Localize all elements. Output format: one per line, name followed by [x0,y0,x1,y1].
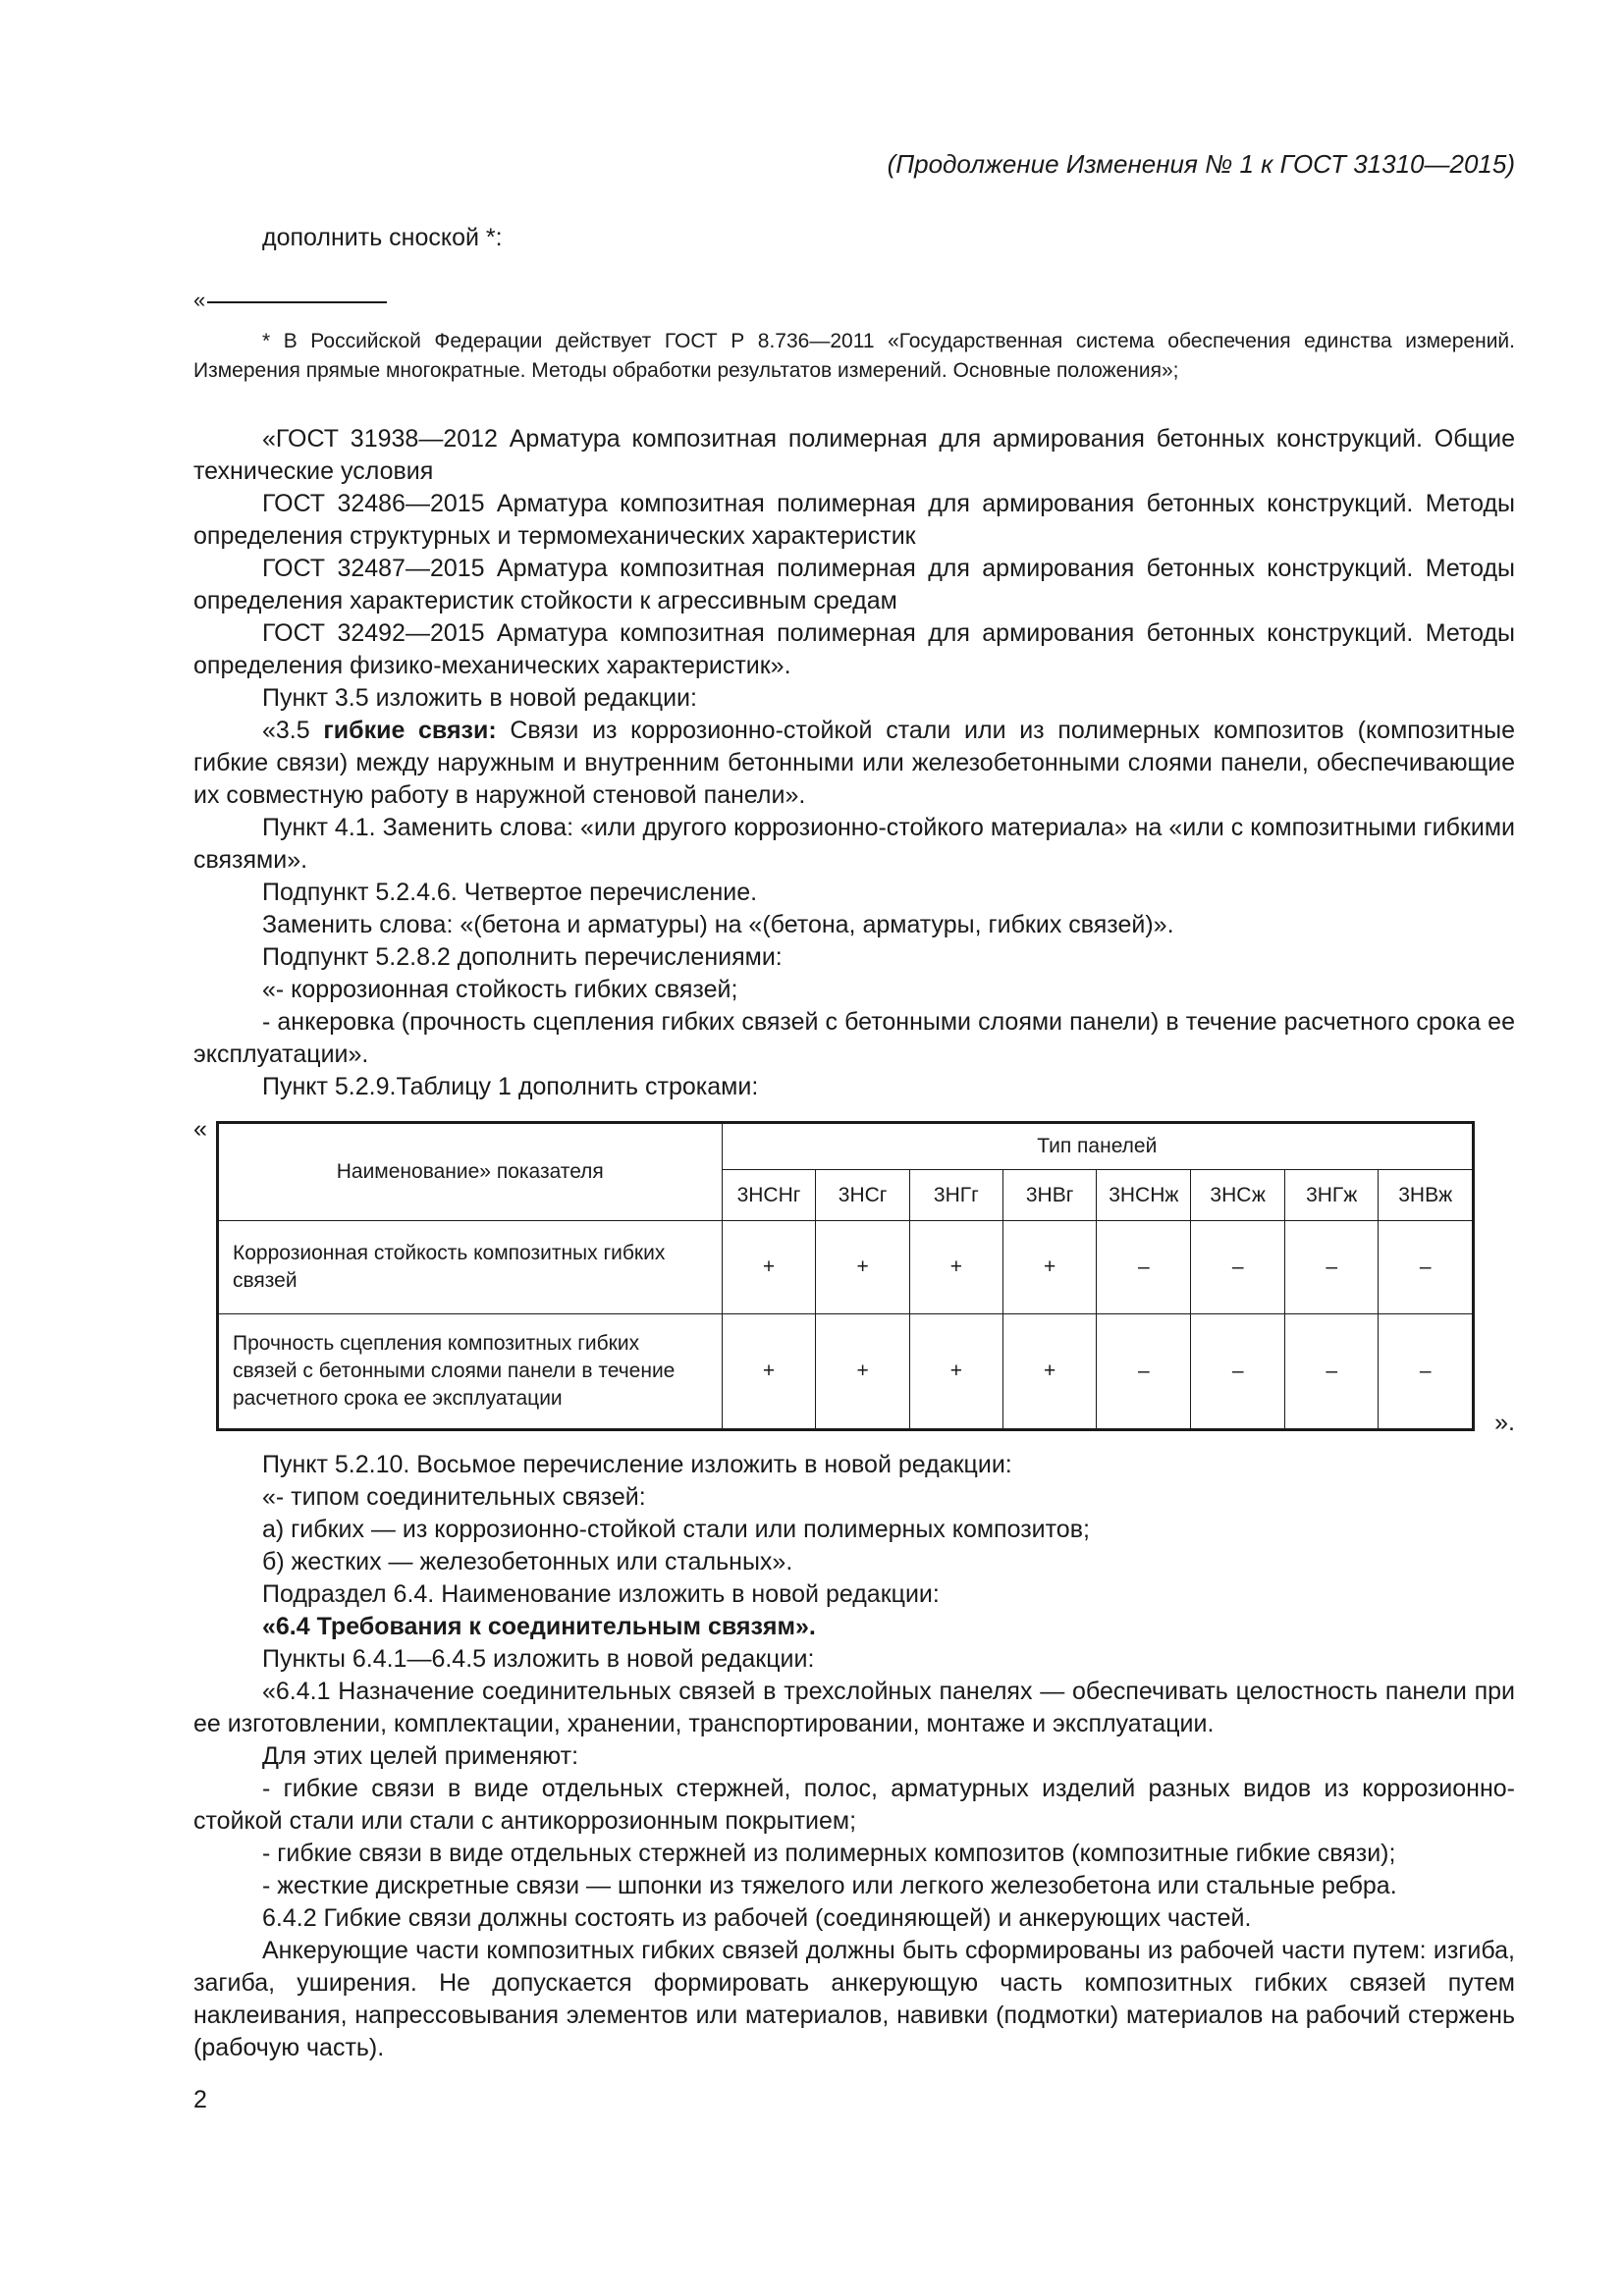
cell-value: + [1002,1221,1096,1314]
cell-value: + [722,1314,816,1430]
cell-value: – [1191,1221,1285,1314]
paragraph: - анкеровка (прочность сцепления гибких связей с бетонными слоями панели) в течение расчетного срока ее эксплуатации». [193,1008,1515,1068]
column-header: 3НСг [816,1170,909,1221]
paragraph: Пункт 5.2.9.Таблицу 1 дополнить строками: [262,1073,759,1100]
paragraph: Пункт 3.5 изложить в новой редакции: [262,684,697,712]
paragraph: Пункт 4.1. Заменить слова: «или другого коррозионно-стойкого материала» на «или с композитными гибкими связями». [193,814,1515,874]
paragraph: 6.4.2 Гибкие связи должны состоять из рабочей (соединяющей) и анкерующих частей. [262,1904,1252,1932]
table-open-quote: « [193,1115,207,1143]
table-row [218,1314,1474,1430]
paragraph: «6.4.1 Назначение соединительных связей в трехслойных панелях — обеспечивать целостность панели при ее изготовлении, комплектации, хранении, транспортировании, монтаже и эксплуатации. [193,1678,1515,1737]
footnote-separator [193,288,1515,327]
footnote-open-quote: « [193,288,206,312]
paragraph: а) гибких — из коррозионно-стойкой стали или полимерных композитов; [262,1516,1090,1543]
definition-3-5 [193,715,1515,812]
document-page [193,147,1515,2114]
cell-value: + [722,1221,816,1314]
paragraph: Заменить слова: «(бетона и арматуры) на «(бетона, арматуры, гибких связей)». [262,911,1174,938]
ref-paragraph: ГОСТ 32492—2015 Арматура композитная полимерная для армирования бетонных конструкций. Методы определения физико-механических характеристик». [193,619,1515,679]
paragraph: Пункты 6.4.1—6.4.5 изложить в новой редакции: [262,1645,815,1673]
ref-paragraph: ГОСТ 32486—2015 Арматура композитная полимерная для армирования бетонных конструкций. Методы определения структурных и термомеханических характеристик [193,490,1515,550]
definition-term: гибкие связи: [323,717,497,744]
column-header: 3НГг [909,1170,1002,1221]
column-header: 3НВг [1002,1170,1096,1221]
paragraph: - гибкие связи в виде отдельных стержней из полимерных композитов (композитные гибкие связи); [262,1840,1396,1867]
cell-value: + [909,1314,1002,1430]
section-heading-6-4 [193,1611,1515,1643]
cell-value: – [1284,1221,1378,1314]
column-header: 3НСНж [1097,1170,1191,1221]
cell-value: – [1097,1314,1191,1430]
cell-value: + [816,1314,909,1430]
footnote-rule [207,301,387,303]
paragraph: Для этих целей применяют: [262,1742,579,1770]
cell-value: + [816,1221,909,1314]
row-name: Прочность сцепления композитных гибких связей с бетонными слоями панели в течение расчетного срока ее эксплуатации [218,1314,723,1430]
paragraph: Подпункт 5.2.8.2 дополнить перечислениями: [262,943,783,971]
panel-type-table [216,1121,1475,1431]
page-header: (Продолжение Изменения № 1 к ГОСТ 31310—2015) [887,149,1515,179]
cell-value: – [1379,1314,1474,1430]
paragraph: «- коррозионная стойкость гибких связей; [262,976,738,1003]
heading-text: «6.4 Требования к соединительным связям». [262,1613,816,1640]
footnote-text: * В Российской Федерации действует ГОСТ Р 8.736—2011 «Государственная система обеспечения единства измерений. Измерения прямые многократные. Методы обработки результатов измерений. Основные положения»; [193,330,1515,382]
definition-prefix: «3.5 [262,717,324,744]
ref-paragraph: «ГОСТ 31938—2012 Арматура композитная полимерная для армирования бетонных конструкций. Общие технические условия [193,425,1515,485]
paragraph: Подраздел 6.4. Наименование изложить в новой редакции: [262,1580,940,1608]
table-row [218,1221,1474,1314]
definition-text: Связи из коррозионно-стойкой стали или из полимерных композитов (композитные гибкие связи) между наружным и внутренним бетонными или железобетонными слоями панели, обеспечивающие их совместную работу в наружной стеновой панели». [193,717,1515,809]
cell-value: – [1191,1314,1285,1430]
cell-value: – [1097,1221,1191,1314]
table-container [193,1115,1515,1436]
paragraph: - гибкие связи в виде отдельных стержней, полос, арматурных изделий разных видов из коррозионно-стойкой стали или стали с антикоррозионным покрытием; [193,1775,1515,1835]
paragraph: Анкерующие части композитных гибких связей должны быть сформированы из рабочей части путем: изгиба, загиба, уширения. Не допускается формировать анкерующую часть композитных гибких связей путем наклеивания, напрессовывания элементов или материалов, навивки (подмотки) материалов на рабочий стержень (рабочую часть). [193,1937,1515,2061]
paragraph: «- типом соединительных связей: [262,1483,646,1511]
paragraph: Подпункт 5.2.4.6. Четвертое перечисление. [262,879,758,906]
column-header: 3НГж [1284,1170,1378,1221]
column-header: 3НСж [1191,1170,1285,1221]
paragraph: - жесткие дискретные связи — шпонки из тяжелого или легкого железобетона или стальные ребра. [262,1872,1397,1899]
intro-line: дополнить сноской *: [262,224,503,251]
cell-value: + [909,1221,1002,1314]
ref-paragraph: ГОСТ 32487—2015 Арматура композитная полимерная для армирования бетонных конструкций. Методы определения характеристик стойкости к агрессивным средам [193,555,1515,614]
row-name: Коррозионная стойкость композитных гибких связей [218,1221,723,1314]
column-header: 3НВж [1379,1170,1474,1221]
column-header: 3НСНг [722,1170,816,1221]
table-close-quote: ». [1494,1409,1515,1436]
group-header: Тип панелей [722,1123,1473,1170]
paragraph: б) жестких — железобетонных или стальных». [262,1548,793,1575]
cell-value: – [1284,1314,1378,1430]
table-header-row [218,1123,1474,1170]
name-header: Наименование» показателя [218,1123,723,1221]
cell-value: – [1379,1221,1474,1314]
paragraph: Пункт 5.2.10. Восьмое перечисление изложить в новой редакции: [262,1451,1012,1478]
cell-value: + [1002,1314,1096,1430]
page-number: 2 [193,2086,207,2113]
